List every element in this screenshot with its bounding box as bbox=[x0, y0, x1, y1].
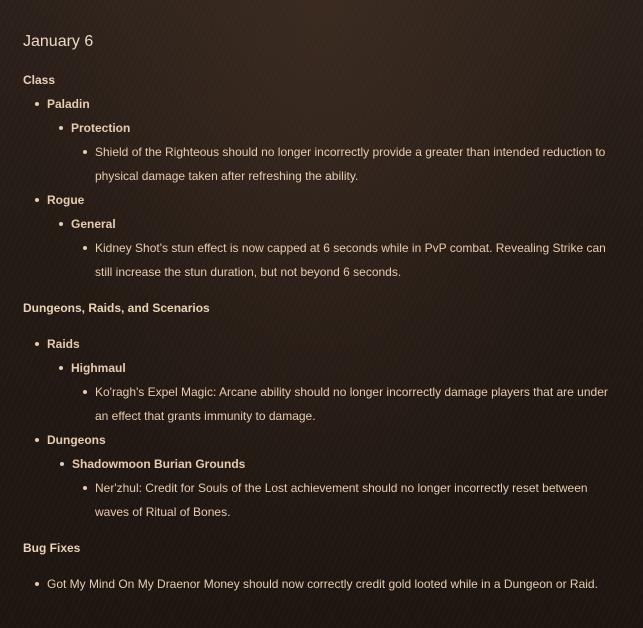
section-heading-dungeons-raids-scenarios: Dungeons, Raids, and Scenarios bbox=[23, 301, 210, 315]
bullet-icon bbox=[35, 198, 39, 202]
list-item-shadowmoon-burian-grounds: Shadowmoon Burian Grounds bbox=[60, 452, 320, 476]
list-item-raids: Raids bbox=[35, 332, 235, 356]
bullet-icon bbox=[60, 462, 64, 466]
list-item-note: Ko'ragh's Expel Magic: Arcane ability should no longer incorrectly damage players that are under an effect that grants immunity to damage. bbox=[83, 380, 623, 428]
list-item-note: Ner'zhul: Credit for Souls of the Lost achievement should no longer incorrectly reset between waves of Ritual of Bones. bbox=[83, 476, 623, 524]
section-heading-class: Class bbox=[23, 73, 56, 87]
bullet-icon bbox=[83, 390, 87, 394]
bullet-icon bbox=[35, 342, 39, 346]
page-title: January 6 bbox=[23, 33, 94, 50]
bullet-icon bbox=[35, 582, 39, 586]
bullet-icon bbox=[59, 366, 63, 370]
list-item-general: General bbox=[59, 212, 259, 236]
list-item-highmaul: Highmaul bbox=[59, 356, 259, 380]
list-item-rogue: Rogue bbox=[35, 188, 235, 212]
list-item-note: Got My Mind On My Draenor Money should now correctly credit gold looted while in a Dungeon or Raid. bbox=[35, 572, 633, 596]
list-item-paladin: Paladin bbox=[35, 92, 235, 116]
list-item-dungeons: Dungeons bbox=[35, 428, 235, 452]
bullet-icon bbox=[83, 246, 87, 250]
list-item-note: Shield of the Righteous should no longer incorrectly provide a greater than intended reduction to physical damage taken after refreshing the ability. bbox=[83, 140, 623, 188]
bullet-icon bbox=[35, 102, 39, 106]
list-item-note: Kidney Shot's stun effect is now capped at 6 seconds while in PvP combat. Revealing Strike can still increase the stun duration, but not beyond 6 seconds. bbox=[83, 236, 623, 284]
section-heading-bug-fixes: Bug Fixes bbox=[23, 541, 81, 555]
bullet-icon bbox=[59, 126, 63, 130]
bullet-icon bbox=[83, 486, 87, 490]
bullet-icon bbox=[83, 150, 87, 154]
list-item-protection: Protection bbox=[59, 116, 259, 140]
bullet-icon bbox=[59, 222, 63, 226]
bullet-icon bbox=[35, 438, 39, 442]
